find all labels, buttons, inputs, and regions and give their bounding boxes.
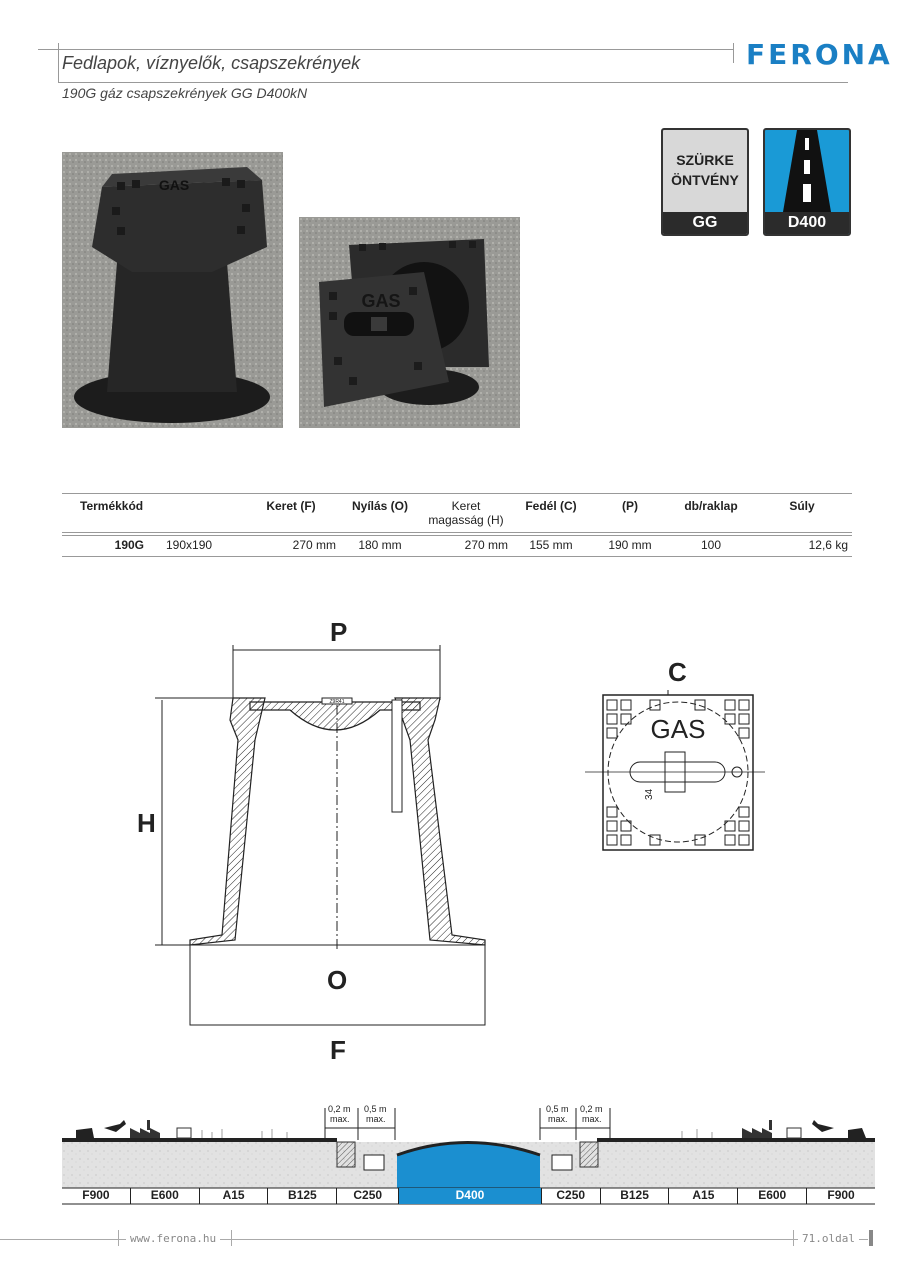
road-note-right-1-max: max. — [548, 1114, 568, 1124]
cell-cover: 155 mm — [529, 538, 573, 552]
cell-opening: 180 mm — [358, 538, 402, 552]
airplane-icon-right — [812, 1120, 834, 1132]
road-note-right-2-max: max. — [582, 1114, 602, 1124]
cell-weight: 12,6 kg — [808, 538, 848, 552]
footer-tick-2 — [231, 1230, 232, 1246]
label-c: C — [668, 657, 687, 687]
material-badge-line2: ÖNTVÉNY — [671, 172, 739, 188]
road-class-f900-right: F900 — [827, 1188, 855, 1202]
road-class-d400: D400 — [399, 1188, 542, 1204]
product-photo-side-image — [62, 152, 283, 428]
road-class-e600-right: E600 — [738, 1188, 807, 1204]
material-badge-line1: SZÜRKE — [676, 152, 734, 168]
col-header-weight: Súly — [789, 499, 815, 513]
road-class-labels — [62, 1188, 875, 1204]
cross-section-drawing — [130, 610, 510, 1060]
vehicle-icon-right — [848, 1128, 866, 1138]
cell-product-code: 190G — [114, 538, 144, 552]
col-header-cover: Fedél (C) — [525, 499, 577, 513]
load-class-badge — [763, 128, 851, 236]
road-class-b125-right: B125 — [601, 1188, 670, 1204]
col-header-per-pallet: db/raklap — [684, 499, 738, 513]
road-class-f900-left: F900 — [62, 1188, 131, 1204]
footer-url[interactable]: www.ferona.hu — [126, 1232, 220, 1245]
material-badge — [661, 128, 749, 236]
road-classification — [62, 1100, 875, 1210]
col-header-frame-height: Keret magasság (H) — [428, 499, 504, 527]
footer-end-bar — [869, 1230, 873, 1246]
svg-text:Z9R41: Z9R41 — [329, 699, 345, 705]
product-photo-top — [299, 217, 520, 428]
body-wall-right — [395, 698, 485, 945]
label-f: F — [330, 1035, 346, 1065]
factory-icon-left — [130, 1120, 191, 1138]
label-o: O — [327, 965, 348, 995]
spec-table-wrap — [62, 493, 852, 557]
load-class-code: D400 — [765, 212, 849, 234]
page-title: Fedlapok, víznyelők, csapszekrények — [62, 53, 361, 73]
spec-table — [62, 497, 852, 529]
spec-table-body — [62, 536, 852, 554]
page-number: 71.oldal — [798, 1232, 859, 1245]
road-class-b125-left: B125 — [268, 1188, 337, 1204]
road-class-a15-left: A15 — [200, 1188, 269, 1204]
ferona-logo: FERONA — [746, 38, 893, 71]
footer-tick-3 — [793, 1230, 794, 1246]
material-badge-code: GG — [663, 212, 747, 234]
table-row — [62, 536, 852, 554]
svg-text:GAS: GAS — [158, 177, 190, 193]
road-class-a15-right: A15 — [669, 1188, 738, 1204]
cell-per-pallet: 100 — [700, 538, 722, 552]
col-header-product-code: Termékkód — [80, 499, 144, 513]
cell-p: 190 mm — [608, 538, 652, 552]
road-class-c250-left: C250 — [337, 1188, 399, 1204]
svg-text:34: 34 — [644, 788, 655, 800]
road-note-left-2-val: 0,5 m — [364, 1104, 387, 1114]
header-rule-mid — [58, 82, 848, 83]
spec-table-header-row — [62, 497, 852, 529]
page-subtitle: 190G gáz csapszekrények GG D400kN — [62, 85, 308, 101]
road-note-left-1-max: max. — [330, 1114, 350, 1124]
header-rule-tick-right — [733, 43, 734, 63]
footer-tick-1 — [118, 1230, 119, 1246]
cell-frame-height: 270 mm — [464, 538, 508, 552]
cell-size: 190x190 — [166, 538, 213, 552]
cell-frame: 270 mm — [292, 538, 336, 552]
vehicle-icon-left — [76, 1128, 94, 1138]
col-header-frame: Keret (F) — [266, 499, 316, 513]
label-p: P — [330, 617, 348, 647]
col-header-opening: Nyílás (O) — [351, 499, 408, 513]
header-rule-tick — [58, 43, 59, 83]
road-note-right-1-val: 0,5 m — [546, 1104, 569, 1114]
label-h: H — [137, 808, 156, 838]
road-icon — [765, 130, 849, 212]
top-view-drawing — [580, 690, 770, 855]
factory-icon-right — [742, 1120, 801, 1138]
road-class-e600-left: E600 — [131, 1188, 200, 1204]
airplane-icon-left — [104, 1120, 126, 1132]
road-class-c250-right: C250 — [542, 1188, 601, 1204]
col-header-p: (P) — [622, 499, 638, 513]
body-wall-left — [190, 698, 265, 945]
svg-text:GAS: GAS — [361, 291, 401, 311]
header-rule-top — [38, 49, 733, 50]
bolt — [392, 700, 402, 812]
svg-text:GAS: GAS — [650, 714, 706, 744]
road-note-left-2-max: max. — [366, 1114, 386, 1124]
product-photo-top-image — [299, 217, 520, 428]
col-header-size — [162, 497, 242, 529]
road-note-right-2-val: 0,2 m — [580, 1104, 603, 1114]
road-note-left-1-val: 0,2 m — [328, 1104, 351, 1114]
product-photo-side — [62, 152, 283, 428]
